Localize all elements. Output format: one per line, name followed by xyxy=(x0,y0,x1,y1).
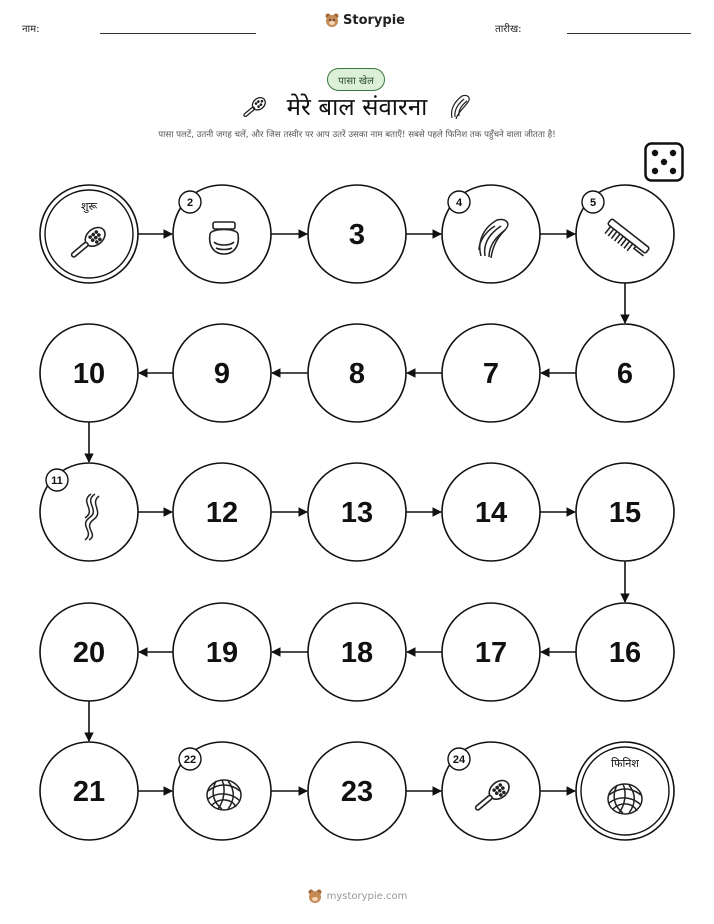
name-label: नाम: xyxy=(22,24,40,35)
cell-number: 13 xyxy=(340,497,374,529)
board-cell-12 xyxy=(173,463,271,561)
instructions: पासा पलटें, उतनी जगह चलें, और जिस तस्वीर पर आप उतरें उसका नाम बताएँ! सबसे पहले फिनिश तक पहुँचने वाला जीतता है! xyxy=(158,130,556,140)
cell-number: 19 xyxy=(205,637,239,669)
finish-label: फिनिश xyxy=(611,757,639,770)
cell-number: 16 xyxy=(608,637,642,669)
board-cell-2 xyxy=(173,185,271,283)
cell-number: 15 xyxy=(608,497,642,529)
board-cell-21 xyxy=(40,742,138,840)
logo-text: Storypie xyxy=(343,12,405,28)
cell-number: 23 xyxy=(340,776,374,808)
board-cell-11 xyxy=(40,463,138,561)
cell-number: 24 xyxy=(452,754,466,766)
hair-bun-icon xyxy=(207,780,241,810)
date-label: तारीख: xyxy=(495,24,522,35)
board-cell-1 xyxy=(40,185,138,283)
bear-icon xyxy=(307,888,323,904)
board-cell-3 xyxy=(308,185,406,283)
board-cell-19 xyxy=(173,603,271,701)
board-cell-10 xyxy=(40,324,138,422)
board-cell-8 xyxy=(308,324,406,422)
cell-number: 8 xyxy=(348,358,366,390)
cell-number: 17 xyxy=(474,637,508,669)
cell-number: 2 xyxy=(186,197,194,209)
board-cell-17 xyxy=(442,603,540,701)
cell-number: 6 xyxy=(616,358,634,390)
start-label: शुरू xyxy=(80,200,98,213)
board-cell-20 xyxy=(40,603,138,701)
board-cell-18 xyxy=(308,603,406,701)
cell-number: 9 xyxy=(213,358,231,390)
game-type-badge: पासा खेल xyxy=(327,68,385,91)
jar-icon xyxy=(210,222,239,254)
board-cell-23 xyxy=(308,742,406,840)
page-title: मेरे बाल संवारना xyxy=(286,93,428,121)
board-cell-6 xyxy=(576,324,674,422)
cell-number: 5 xyxy=(589,197,597,209)
cell-number: 22 xyxy=(183,754,197,766)
board-cell-16 xyxy=(576,603,674,701)
cell-number: 20 xyxy=(72,637,106,669)
hair-bun-icon xyxy=(608,784,642,814)
board-cell-14 xyxy=(442,463,540,561)
board-cell-22 xyxy=(173,742,271,840)
board-cell-24 xyxy=(442,742,540,840)
cell-number: 21 xyxy=(72,776,106,808)
cell-number: 10 xyxy=(72,358,106,390)
board-cells xyxy=(40,185,674,840)
board-cell-4 xyxy=(442,185,540,283)
cell-number: 14 xyxy=(474,497,508,529)
cell-number: 11 xyxy=(51,475,63,487)
board-cell-13 xyxy=(308,463,406,561)
board-cell-7 xyxy=(442,324,540,422)
cell-number: 7 xyxy=(482,358,500,390)
cell-number: 12 xyxy=(205,497,239,529)
board-cell-5 xyxy=(576,185,674,283)
cell-number: 4 xyxy=(455,197,463,209)
cell-number: 3 xyxy=(348,219,366,251)
footer xyxy=(0,888,714,904)
cell-number: 18 xyxy=(340,637,374,669)
board-cell-15 xyxy=(576,463,674,561)
board-cell-25 xyxy=(576,742,674,840)
board-cell-9 xyxy=(173,324,271,422)
footer-url: mystorypie.com xyxy=(326,890,408,902)
